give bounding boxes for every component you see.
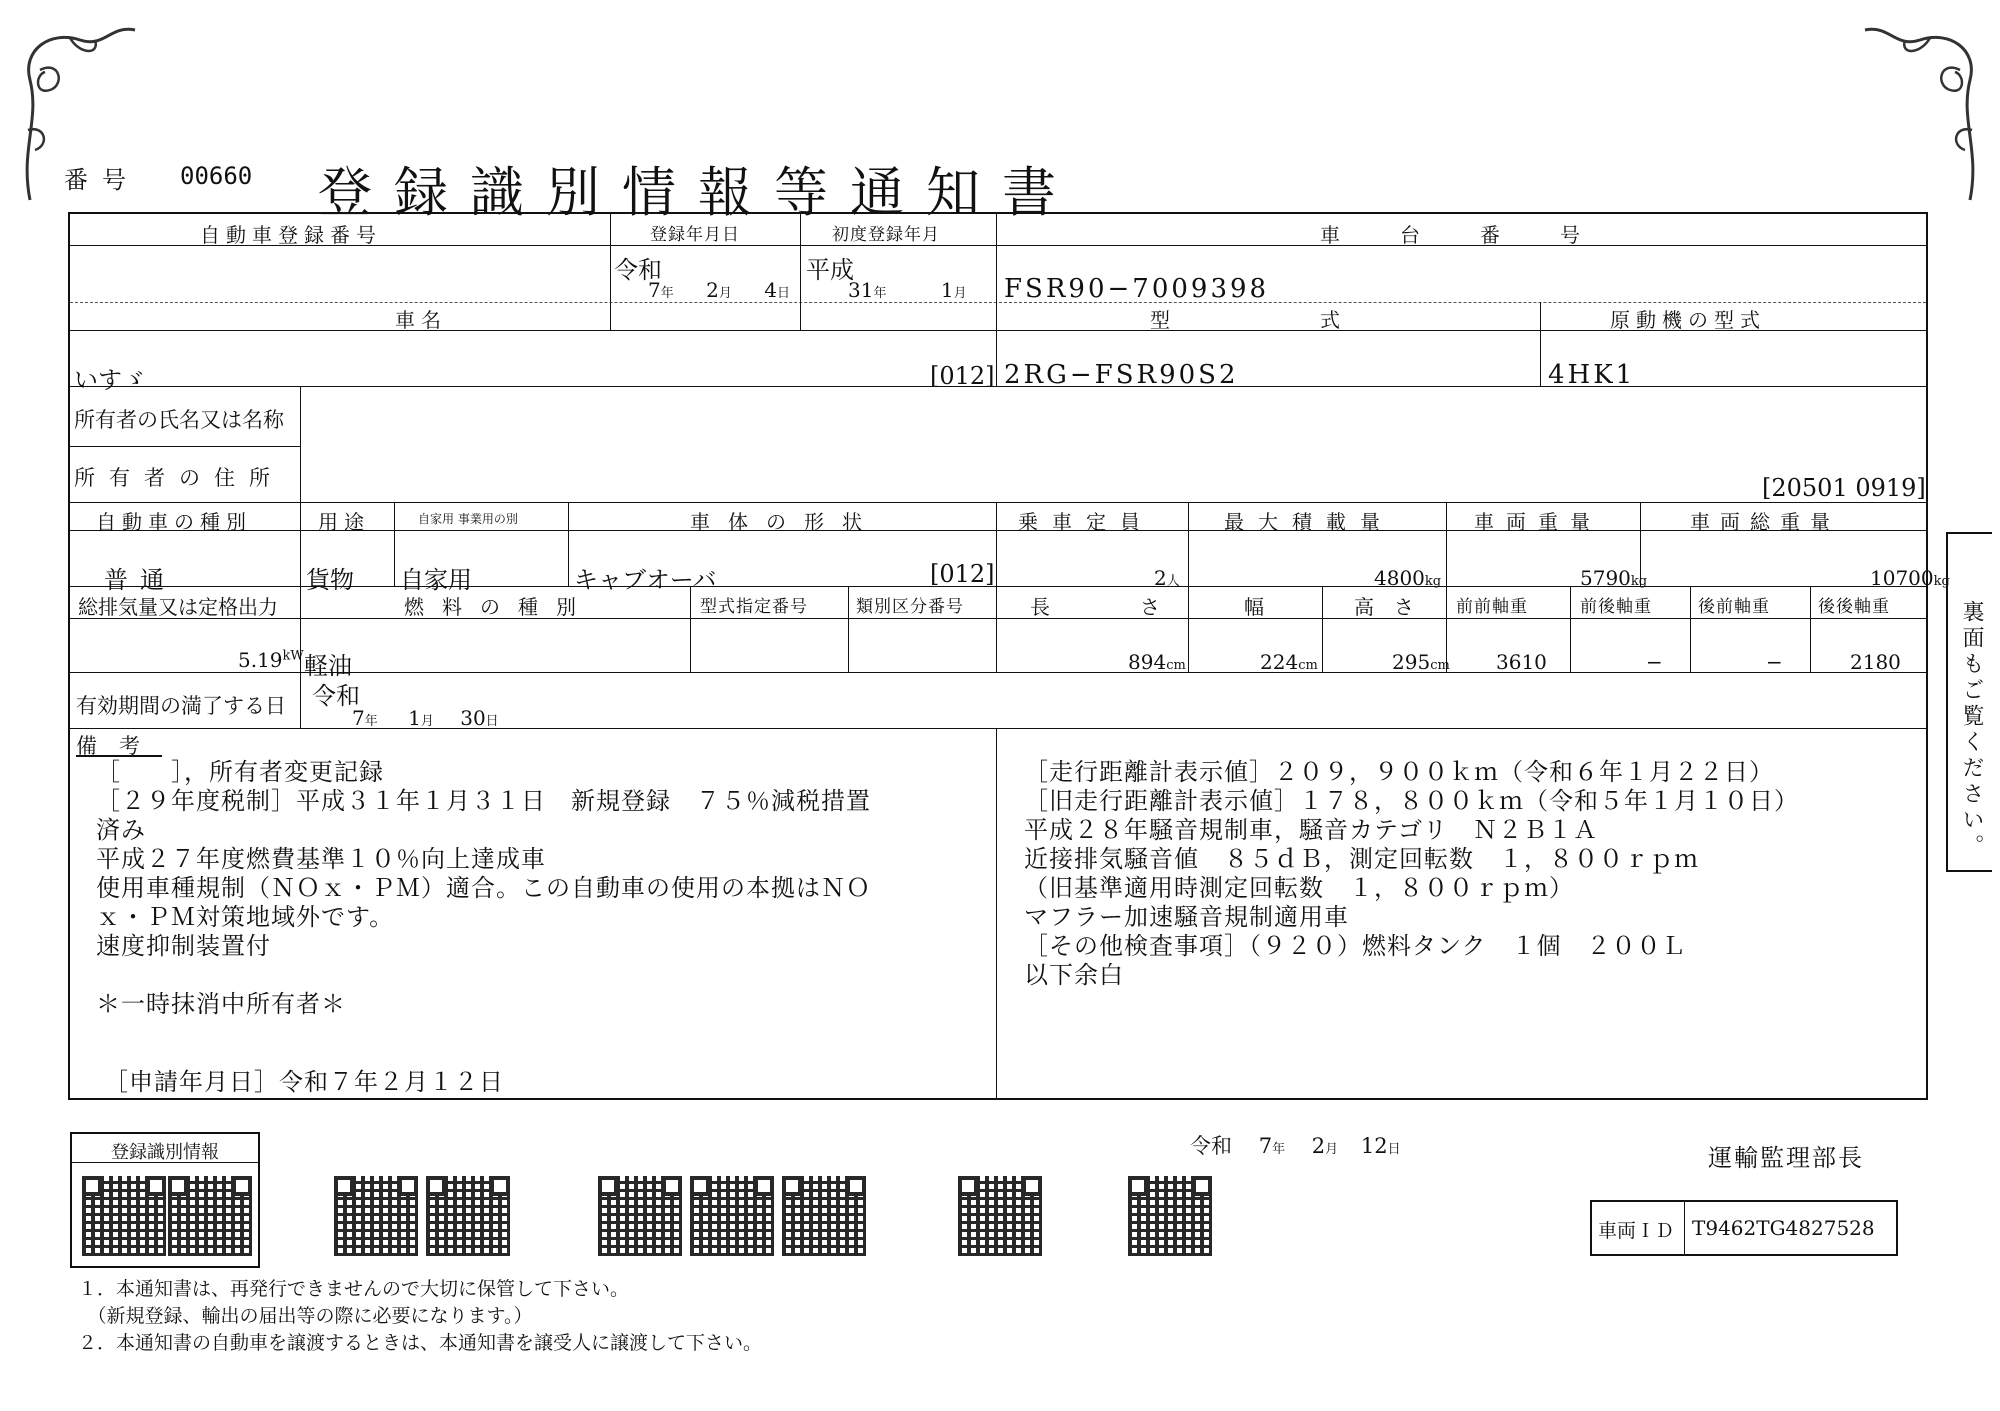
footer-notes [78,1276,762,1357]
gross-weight-label: 車両総重量 [1690,510,1840,534]
rear-rear-axle-value: 2180 [1850,650,1901,674]
vehicle-name-label: 車名 [395,308,447,332]
height-value: 295cm [1392,650,1450,674]
length-value: 894cm [1128,650,1186,674]
remarks-right-line: ［旧走行距離計表示値］１７８，８００ｋｍ（令和５年１月１０日） [1024,787,1799,815]
length-label: 長さ [1030,595,1250,619]
first-registration-era: 平成 [806,256,854,284]
type-designation-label: 型式指定番号 [700,597,808,617]
footer-note: （新規登録、輸出の届出等の際に必要になります。） [78,1305,533,1327]
corner-ornament-top-right [1850,10,1990,210]
remarks-right-line: 以下余白 [1024,961,1124,989]
body-shape-code: [012] [930,560,995,588]
width-label: 幅 [1244,595,1270,619]
width-value: 224cm [1260,650,1318,674]
remarks-left-line: 平成２７年度燃費基準１０％向上達成車 [96,845,546,873]
vehicle-id: T9462TG4827528 [1692,1216,1875,1240]
vehicle-kind-label: 自動車の種別 [96,510,252,534]
displacement-label: 総排気量又は定格出力 [78,595,278,619]
remarks-left-line: 済み [96,816,146,844]
engine-model-label: 原動機の型式 [1610,308,1766,332]
vehicle-kind: 普通 [104,566,176,594]
class-number-label: 類別区分番号 [856,597,964,617]
owner-code: [20501 0919] [1762,474,1926,502]
chassis-number-label: 車台番号 [1320,223,1640,247]
qr-label: 登録識別情報 [111,1142,219,1163]
footer-note: １．本通知書は、再発行できませんので大切に保管して下さい。 [78,1278,630,1300]
issue-date: 令和 7年 2月 12日 [1190,1134,1401,1158]
qr-code [598,1176,682,1256]
issuing-authority: 運輸監理部長 [1708,1144,1864,1172]
expiry-label: 有効期間の満了する日 [76,694,286,718]
remarks-right-line: ［走行距離計表示値］２０９，９００ｋｍ（令和６年１月２２日） [1024,758,1774,786]
capacity-value: 2人 [1154,566,1180,590]
qr-code [334,1176,418,1256]
remarks-right-line: （旧基準適用時測定回転数 １，８００ｒｐｍ） [1024,874,1574,902]
qr-code [82,1176,166,1256]
footer-note: ２．本通知書の自動車を譲渡するときは、本通知書を譲受人に譲渡して下さい。 [78,1332,763,1354]
capacity-label: 乗車定員 [1018,510,1154,534]
number-label: 番号 [64,166,140,194]
front-front-axle-label: 前前軸重 [1456,597,1528,617]
fuel-type: 軽油 [304,652,352,680]
max-load-value: 4800kg [1374,566,1442,590]
vehicle-weight-value: 5790kg [1580,566,1648,590]
qr-code [690,1176,774,1256]
remarks-right-line: マフラー加速騒音規制適用車 [1024,903,1349,931]
qr-code [958,1176,1042,1256]
front-front-axle-value: 3610 [1496,650,1547,674]
rear-front-axle-label: 後前軸重 [1698,597,1770,617]
body-shape-label: 車体の形状 [690,510,880,534]
height-label: 高さ [1354,595,1434,619]
side-note: 裏面もご覧ください。 [1959,600,1984,860]
use-label: 用途 [318,510,370,534]
first-registration-label: 初度登録年月 [832,225,940,245]
displacement-value: $5.19^{kW}$ [238,648,304,672]
front-rear-axle-value: − [1646,650,1663,674]
owner-address-label: 所有者の住所 [74,466,284,490]
gross-weight-value: 10700kg [1870,566,1950,590]
first-registration-date: 31年 1月 [848,278,967,302]
registration-era: 令和 [614,256,662,284]
vehicle-use: 貨物 [306,566,354,594]
remarks-right-line: 平成２８年騒音規制車，騒音カテゴリ Ｎ２Ｂ１Ａ [1024,816,1599,844]
remarks-left-line: ＊一時抹消中所有者＊ [96,990,346,1018]
application-date: ［申請年月日］令和７年２月１２日 [104,1068,504,1096]
vehicle-weight-label: 車両重量 [1474,510,1602,534]
private-use: 自家用 [400,566,472,594]
vehicle-id-label: 車両ＩＤ [1598,1220,1675,1242]
registration-date: 7年 2月 4日 [648,278,790,302]
qr-code [168,1176,252,1256]
remarks-right-line: 近接排気騒音値 ８５ｄＢ，測定回転数 １，８００ｒｐｍ [1024,845,1699,873]
max-load-label: 最大積載量 [1224,510,1394,534]
model-label: 型式 [1150,308,1490,332]
rear-rear-axle-label: 後後軸重 [1818,597,1890,617]
remarks-left-line: ［ ］，所有者変更記録 [96,758,384,786]
remarks-left-line: ［２９年度税制］平成３１年１月３１日 新規登録 ７５％減税措置 [96,787,871,815]
qr-code [1128,1176,1212,1256]
vehicle-name: いすゞ [74,366,146,394]
front-rear-axle-label: 前後軸重 [1580,597,1652,617]
vehicle-model: 2RG−FSR90S2 [1004,360,1239,390]
registration-date-label: 登録年月日 [650,225,740,245]
qr-code [426,1176,510,1256]
remarks-label: 備考 [76,734,162,758]
private-commercial-label: 自家用 事業用の別 [418,512,518,526]
vehicle-name-code: [012] [930,362,995,390]
document-number: 00660 [180,162,253,190]
qr-code [782,1176,866,1256]
page-title: 登録識別情報等通知書 [318,161,1078,224]
rear-front-axle-value: − [1766,650,1783,674]
expiry-era: 令和 [312,682,360,710]
remarks-right [1024,758,1799,990]
chassis-number: FSR90−7009398 [1004,274,1270,304]
expiry-date: 7年 1月 30日 [352,706,499,730]
registration-number-label: 自動車登録番号 [200,223,382,247]
remarks-left [96,758,871,1019]
remarks-right-line: ［その他検査事項］（９２０）燃料タンク １個 ２００Ｌ [1024,932,1687,960]
remarks-left-line: 速度抑制装置付 [96,932,271,960]
fuel-type-label: 燃料の種別 [404,595,594,619]
engine-model: 4HK1 [1548,360,1636,390]
owner-name-label: 所有者の氏名又は名称 [74,408,284,432]
body-shape: キャブオーバ [574,566,717,594]
remarks-left-line: ｘ・ＰＭ対策地域外です。 [96,903,395,931]
remarks-left-line: 使用車種規制（ＮＯｘ・ＰＭ）適合。この自動車の使用の本拠はＮＯ [96,874,871,902]
